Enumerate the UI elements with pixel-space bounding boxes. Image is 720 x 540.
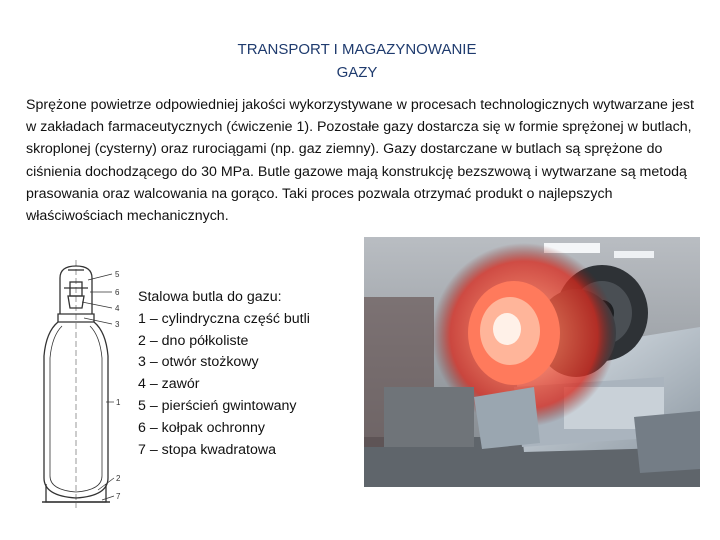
- legend-caption: Stalowa butla do gazu:: [138, 289, 282, 305]
- drawing-label: 6: [115, 288, 120, 297]
- legend-item: 1 – cylindryczna część butli: [138, 310, 310, 327]
- title-line-1: TRANSPORT I MAGAZYNOWANIE: [237, 41, 477, 58]
- legend-item: 4 – zawór: [138, 376, 200, 393]
- gas-cylinder-drawing: [28, 252, 138, 514]
- cylinder-legend: [138, 287, 358, 461]
- hot-rolling-machine-photo-icon: [364, 237, 700, 487]
- drawing-label: 2: [116, 474, 121, 483]
- legend-item: 2 – dno półkoliste: [138, 332, 249, 349]
- intro-paragraph: Sprężone powietrze odpowiedniej jakości wykorzystywane w procesach technologicznych wytwarzane jest w zakładach farmaceutycznych (ćwiczenie 1). Pozostałe gazy dostarcza się w formie sprężonej w butlach, skroplonej (cysterny) oraz rurociągami (np. gaz ziemny). Gazy dostarczane w butlach są sprężone do ciśnienia dochodzącego do 30 MPa. Butle gazowe mają konstrukcję bezszwową i wytwarzane są metodą prasowania oraz walcowania na gorąco. Taki proces pozwala otrzymać produkt o najlepszych właściwościach mechanicznych.: [26, 97, 694, 225]
- drawing-label: 3: [115, 320, 120, 329]
- drawing-label: 1: [116, 398, 121, 407]
- gas-cylinder-cross-section-icon: [28, 252, 138, 514]
- drawing-label: 5: [115, 270, 120, 279]
- legend-item: 6 – kołpak ochronny: [138, 419, 265, 436]
- drawing-label: 7: [116, 492, 121, 501]
- legend-item: 5 – pierścień gwintowany: [138, 397, 297, 414]
- legend-item: 3 – otwór stożkowy: [138, 354, 259, 371]
- legend-item: 7 – stopa kwadratowa: [138, 441, 277, 458]
- slide-title: [0, 38, 714, 84]
- drawing-label: 4: [115, 304, 120, 313]
- hot-rolling-photo: [364, 237, 700, 487]
- title-line-2: GAZY: [336, 64, 378, 81]
